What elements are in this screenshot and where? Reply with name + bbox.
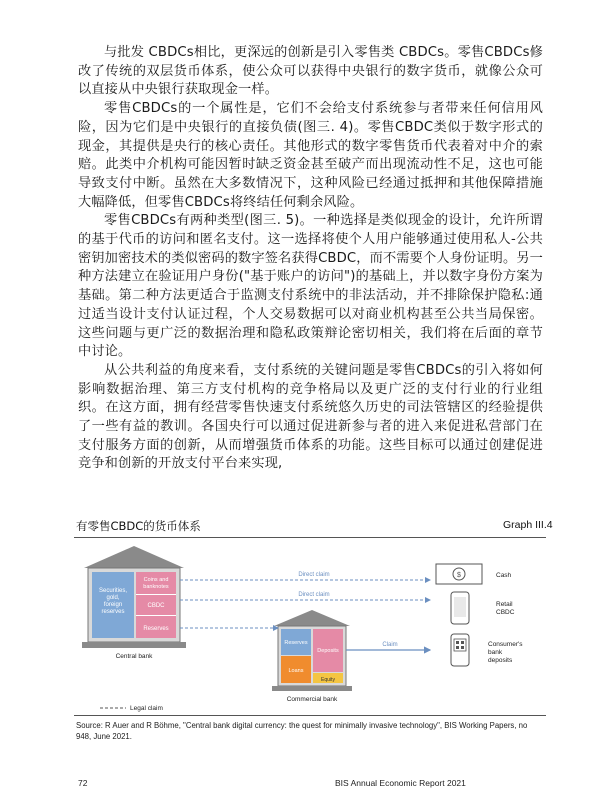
central-bank-base xyxy=(82,642,186,648)
coins-label-1: Coins and xyxy=(143,577,169,583)
retail-cbdc-instrument xyxy=(451,592,515,624)
central-bank-roof xyxy=(84,546,184,568)
paragraph-4: 从公共利益的角度来看，支付系统的关键问题是零售CBDCs的引入将如何影响数据治理、第三方支付机构的竞争格局以及更广泛的支付行业的行业组织。在这方面，拥有经营零售快速支付系统悠久历史的司法管辖区的经验提供了一些有益的教训。各国央行可以通过促进新参与者的进入来促进私营部门在支付服务方面的创新，从而增强货币体系的功能。这些目标可以通过创建促进竞争和创新的开放支付平台来实现, xyxy=(78,362,543,472)
commercial-bank-base xyxy=(272,686,352,691)
figure-number: Graph III.4 xyxy=(503,519,553,531)
cb-asset-line-2: gold, xyxy=(106,595,120,601)
equity-label: Equity xyxy=(321,677,335,683)
paragraph-2: 零售CBDCs的一个属性是，它们不会给支付系统参与者带来任何信用风险，因为它们是中央银行的直接负债(图三. 4)。零售CBDC类似于数字形式的现金，其提供是央行的核心责任。其他形式的数字零售货币代表着对中介的索赔。此类中介机构可能因暂时缺乏资金甚至破产而出现流动性不足，这也可能导致支付中断。虽然在大多数情况下，这种风险已经通过抵押和其他保障措施大幅降低，但零售CBDCs将终结任何剩余风险。 xyxy=(78,101,543,210)
cb-asset-line-4: reserves xyxy=(101,609,125,615)
svg-text:CBDC: CBDC xyxy=(496,609,515,616)
loans-label: Loans xyxy=(288,668,304,674)
figure-top-rule xyxy=(74,537,546,538)
cash-instrument xyxy=(436,564,512,584)
coins-banknotes-block xyxy=(136,572,176,594)
legend-label: Legal claim xyxy=(130,705,163,712)
svg-text:$: $ xyxy=(457,572,461,579)
retail-cbdc-label: Retail xyxy=(496,601,513,608)
paragraph-3: 零售CBDCs有两种类型(图三. 5)。一种选择是类似现金的设计，允许所谓的基于代币的访问和匿名支付。这一选择将使个人用户能够通过使用私人-公共密钥加密技术的类似密码的数字签名获得CBDC，而不需要个人身份证明。另一种方法建立在验证用户身份("基于账户的访问")的基础上，并以数字身份方案为基础。第二种方法更适合于监测支付系统中的非法活动，并不排除保护隐私:通过适当设计支付认证过程，个人交易数据可以对商业机构甚至公共当局保密。这些问题与更广泛的数据治理和隐私政策辩论密切相关，我们将在后面的章节中讨论。 xyxy=(78,213,544,360)
figure-source: Source: R Auer and R Böhme, "Central bank digital currency: the quest for minimally invasive technology", BIS Working Papers, no 948, June 2021. xyxy=(76,721,528,741)
direct-claim-label-1: Direct claim xyxy=(298,572,330,578)
commercial-bank-label: Commercial bank xyxy=(286,696,338,703)
monetary-system-diagram xyxy=(74,540,546,712)
central-bank-label: Central bank xyxy=(115,653,153,660)
cb-asset-line-3: foreign xyxy=(103,602,123,608)
figure-bottom-rule xyxy=(74,715,546,716)
svg-text:deposits: deposits xyxy=(488,657,513,664)
cm-reserves-label: Reserves xyxy=(284,640,308,646)
consumer-deposits-label-1: Consumer's xyxy=(488,641,523,648)
claim-label: Claim xyxy=(382,642,398,648)
direct-claim-label-2: Direct claim xyxy=(298,592,330,598)
report-name: BIS Annual Economic Report 2021 xyxy=(335,778,466,788)
central-bank-building xyxy=(82,546,186,660)
cbdc-label: CBDC xyxy=(147,603,165,609)
reserves-label: Reserves xyxy=(143,626,169,632)
paragraph-1: 与批发 CBDCs相比，更深远的创新是引入零售类 CBDCs。零售CBDCs修改了传统的双层货币体系，使公众可以获得中央银行的数字货币，就像公众可以直接从中央银行获取现金一样。 xyxy=(78,45,543,98)
legend xyxy=(100,705,163,712)
svg-text:bank: bank xyxy=(488,649,503,656)
figure-title: 有零售CBDC的货币体系 xyxy=(76,519,201,533)
deposits-instrument xyxy=(451,634,523,666)
page-number: 72 xyxy=(78,778,88,788)
commercial-bank-roof xyxy=(274,610,350,626)
deposits-label: Deposits xyxy=(317,648,339,654)
cash-label: Cash xyxy=(496,572,512,579)
coins-label-2: banknotes xyxy=(143,584,169,590)
cb-asset-line-1: Securities, xyxy=(98,588,128,594)
commercial-bank-building xyxy=(272,610,352,703)
body-text xyxy=(78,44,543,474)
